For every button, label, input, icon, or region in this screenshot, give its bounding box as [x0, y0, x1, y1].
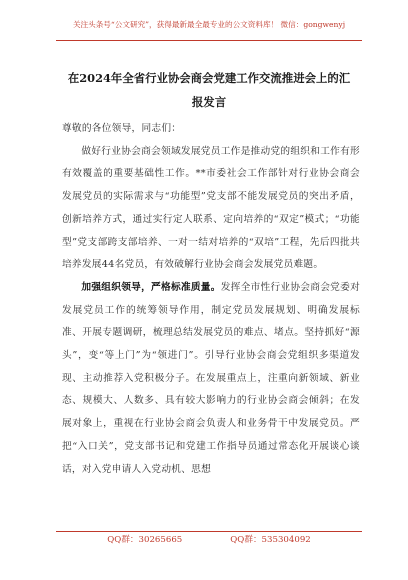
footer-contacts — [56, 534, 362, 546]
header-divider — [56, 40, 362, 41]
paragraph-1: 做好行业协会商会领域发展党员工作是推动党的组织和工作有形有效覆盖的重要基础性工作。**市委社会工作部针对行业协会商会发展党员的实际需求与“功能型”党支部不能发展党员的突出矛盾，创新培养方式，通过实行定人联系、定向培养的“双定”模式；“功能型”党支部跨支部培养、一对一结对培养的“双培”工程，先后四批共培养发展44名党员，有效破解行业协会商会发展党员难题。 — [62, 145, 360, 271]
paragraph-2-lead: 加强组织领导，严格标准质量。 — [81, 281, 221, 293]
header-banner: 关注头条号“公文研究”，获得最新最全最专业的公文资料库！ 微信：gongwenyj — [72, 20, 346, 29]
qq-group-right: QQ群：535304092 — [230, 535, 311, 545]
document-title: 在2024年全省行业协会商会党建工作交流推进会上的汇报发言 — [67, 71, 351, 109]
paragraph-2 — [62, 277, 360, 481]
salutation: 尊敬的各位领导，同志们： — [62, 123, 182, 134]
qq-group-left: QQ群：30265665 — [107, 535, 183, 545]
paragraph-2-text: 发挥全市性行业协会商会党委对发展党员工作的统筹领导作用，制定党员发展规划、明确发展标准、开展专题调研，梳理总结发展党员的难点、堵点。坚持抓好“源头”，变“等上门”为“领进门”。引导行业协会商会党组织多渠道发现、主动推荐入党积极分子。在发展重点上，注重向新领域、新业态、规模大、人数多、具有较大影响力的行业协会商会倾斜；在发展对象上，重视在行业协会商会负责人和业务骨干中发展党员。严把“入口关”，党支部书记和党建工作指导员通过常态化开展谈心谈话，对入党申请人入党动机、思想 — [62, 281, 361, 475]
footer-divider — [56, 531, 362, 532]
document-body — [62, 118, 360, 481]
